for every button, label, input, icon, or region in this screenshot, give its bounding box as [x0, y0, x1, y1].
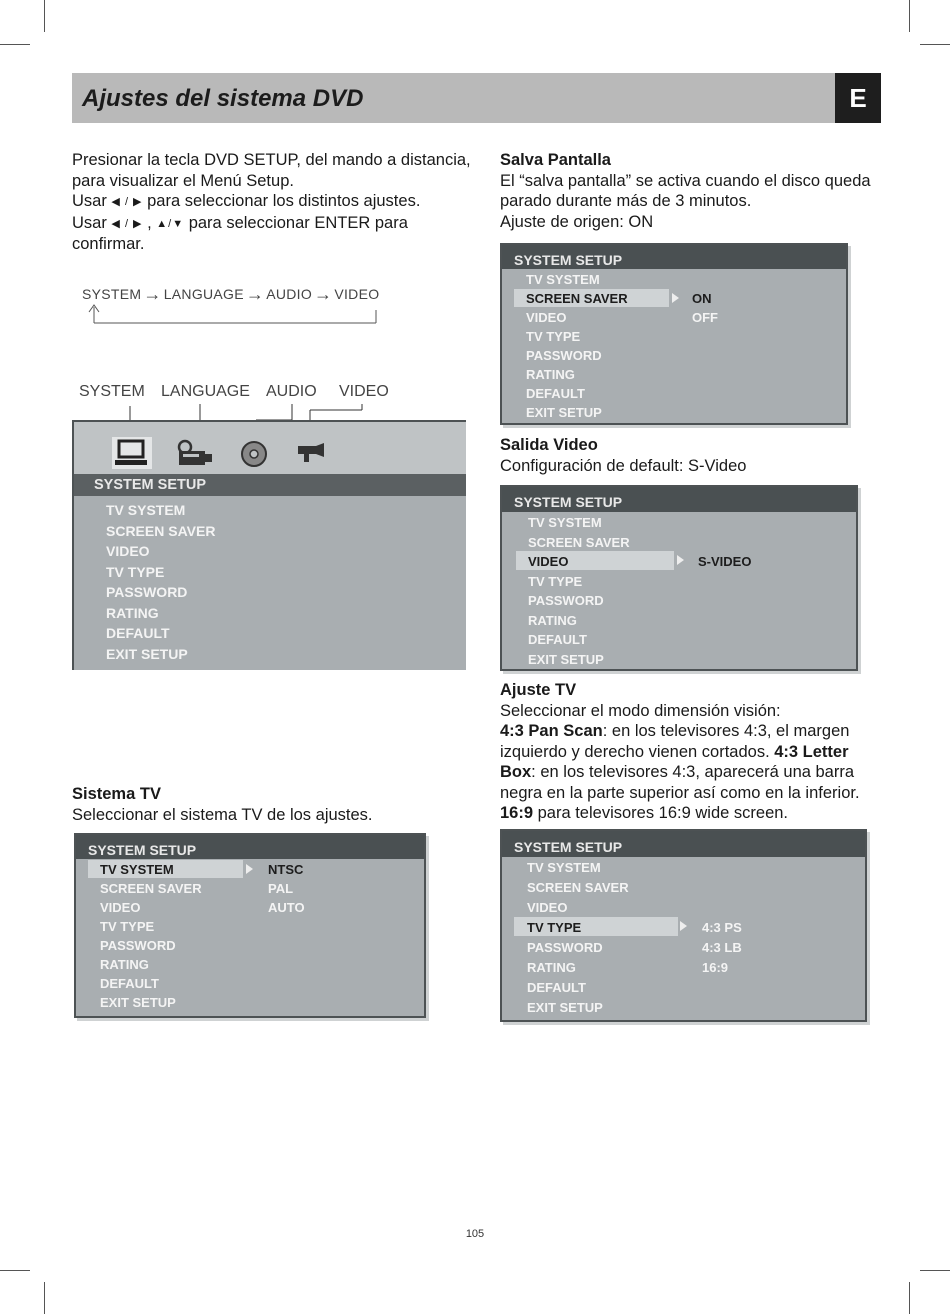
- option-16-9[interactable]: 16:9: [702, 960, 729, 975]
- menu-item-password[interactable]: PASSWORD: [526, 348, 602, 363]
- section-title: Ajuste TV: [500, 681, 577, 699]
- menu-item-rating[interactable]: RATING: [528, 612, 577, 628]
- tv-type-section: [500, 680, 900, 824]
- crop-mark: [0, 44, 30, 45]
- screen-saver-section: [500, 150, 900, 232]
- menu-item-password[interactable]: PASSWORD: [100, 938, 176, 953]
- intro-line: Usar ◀ / ▶ , ▲/▼ para seleccionar ENTER para: [72, 213, 408, 232]
- option-4-3-ps[interactable]: 4:3 PS: [702, 920, 742, 935]
- tv-system-section: [72, 784, 472, 825]
- tab-label-audio: AUDIO: [266, 383, 317, 400]
- crop-mark: [920, 1270, 950, 1271]
- menu-item-video[interactable]: VIDEO: [527, 900, 568, 915]
- setup-menu-main: [72, 420, 466, 670]
- setup-menu-tv-type: [500, 829, 867, 1022]
- menu-item-tv-system[interactable]: TV SYSTEM: [100, 862, 174, 877]
- menu-item-exit-setup[interactable]: EXIT SETUP: [528, 651, 604, 667]
- menu-item-password[interactable]: PASSWORD: [528, 593, 604, 608]
- section-description: Ajuste de origen: ON: [500, 212, 654, 231]
- section-description: izquierdo y derecho vienen cortados. 4:3 Letter: [500, 742, 849, 761]
- pointer-right-icon: [246, 864, 253, 874]
- section-description: negra en la parte superior así como en la inferior.: [500, 783, 860, 802]
- menu-icon-row: [74, 422, 466, 474]
- menu-item-exit-setup[interactable]: EXIT SETUP: [526, 405, 602, 420]
- projector-icon[interactable]: [296, 442, 326, 466]
- section-description: parado durante más de 3 minutos.: [500, 192, 752, 210]
- pointer-right-icon: [672, 293, 679, 303]
- tab-label-system: SYSTEM: [79, 383, 145, 400]
- menu-item-screen-saver[interactable]: SCREEN SAVER: [527, 880, 629, 895]
- video-out-section: [500, 435, 900, 476]
- menu-item-tv-system[interactable]: TV SYSTEM: [527, 860, 601, 875]
- tab-label-language: LANGUAGE: [161, 383, 250, 400]
- monitor-icon[interactable]: [112, 437, 152, 469]
- menu-item-tv-type[interactable]: TV TYPE: [100, 919, 155, 934]
- menu-item-tv-type[interactable]: TV TYPE: [527, 920, 582, 935]
- crop-mark: [909, 0, 910, 32]
- crop-mark: [44, 1282, 45, 1314]
- option-off[interactable]: OFF: [692, 310, 718, 325]
- left-right-arrows-icon: ◀ / ▶: [111, 217, 143, 230]
- section-description: Box: en los televisores 4:3, aparecerá una barra: [500, 763, 855, 781]
- tab-label-video: VIDEO: [339, 383, 389, 400]
- option-pal[interactable]: PAL: [268, 881, 294, 896]
- menu-header: SYSTEM SETUP: [74, 474, 466, 496]
- option-on[interactable]: ON: [692, 291, 712, 306]
- flow-return-arrow: [86, 304, 382, 326]
- menu-item-rating[interactable]: RATING: [106, 604, 159, 621]
- disc-icon[interactable]: [240, 440, 268, 468]
- menu-item-tv-type[interactable]: TV TYPE: [528, 573, 583, 589]
- section-title: Salva Pantalla: [500, 151, 611, 169]
- crop-mark: [909, 1282, 910, 1314]
- pointer-right-icon: [677, 555, 684, 565]
- intro-text: [72, 150, 472, 255]
- menu-item-rating[interactable]: RATING: [526, 367, 575, 382]
- crop-mark: [920, 44, 950, 45]
- menu-header: SYSTEM SETUP: [502, 245, 846, 269]
- menu-item-default[interactable]: DEFAULT: [106, 625, 170, 641]
- option-4-3-lb[interactable]: 4:3 LB: [702, 940, 742, 955]
- menu-item-password[interactable]: PASSWORD: [527, 940, 603, 955]
- intro-line: Usar ◀ / ▶ para seleccionar los distintos ajustes.: [72, 192, 421, 210]
- menu-item-screen-saver[interactable]: SCREEN SAVER: [106, 522, 216, 539]
- left-right-arrows-icon: ◀ / ▶: [111, 196, 143, 208]
- setup-menu-video: [500, 485, 858, 671]
- section-description: Seleccionar el modo dimensión visión:: [500, 701, 781, 720]
- menu-item-exit-setup[interactable]: EXIT SETUP: [527, 1000, 603, 1015]
- menu-item-tv-system[interactable]: TV SYSTEM: [106, 502, 186, 518]
- language-tab: E: [835, 73, 881, 123]
- section-title: Salida Video: [500, 436, 598, 454]
- menu-item-default[interactable]: DEFAULT: [100, 976, 159, 991]
- menu-flow: SYSTEM → LANGUAGE → AUDIO → VIDEO: [82, 284, 380, 304]
- setup-menu-tv-system: [74, 833, 426, 1018]
- option-s-video[interactable]: S-VIDEO: [698, 554, 752, 569]
- menu-item-tv-type[interactable]: TV TYPE: [526, 329, 581, 344]
- menu-item-screen-saver[interactable]: SCREEN SAVER: [526, 291, 628, 306]
- menu-item-rating[interactable]: RATING: [100, 957, 149, 972]
- section-description: 4:3 Pan Scan: en los televisores 4:3, el margen: [500, 722, 850, 740]
- menu-item-video[interactable]: VIDEO: [106, 543, 150, 559]
- menu-item-tv-system[interactable]: TV SYSTEM: [526, 272, 600, 287]
- menu-item-exit-setup[interactable]: EXIT SETUP: [100, 995, 176, 1010]
- menu-item-password[interactable]: PASSWORD: [106, 584, 188, 600]
- camera-icon[interactable]: [177, 439, 213, 467]
- section-description: El “salva pantalla” se activa cuando el disco queda: [500, 171, 871, 190]
- intro-line: Presionar la tecla DVD SETUP, del mando a distancia,: [72, 151, 471, 169]
- menu-item-screen-saver[interactable]: SCREEN SAVER: [100, 881, 202, 896]
- intro-line: para visualizar el Menú Setup.: [72, 171, 294, 190]
- intro-line: confirmar.: [72, 235, 145, 253]
- menu-item-tv-system[interactable]: TV SYSTEM: [528, 515, 602, 530]
- menu-item-default[interactable]: DEFAULT: [526, 386, 585, 401]
- page-number: 105: [465, 1228, 485, 1240]
- section-description: Seleccionar el sistema TV de los ajustes.: [72, 805, 373, 824]
- menu-item-default[interactable]: DEFAULT: [528, 632, 587, 647]
- menu-header: SYSTEM SETUP: [76, 835, 424, 859]
- crop-mark: [0, 1270, 30, 1271]
- section-description: 16:9 para televisores 16:9 wide screen.: [500, 804, 788, 822]
- pointer-right-icon: [680, 921, 687, 931]
- section-title: Sistema TV: [72, 785, 161, 803]
- menu-item-video[interactable]: VIDEO: [526, 310, 567, 325]
- page-title: Ajustes del sistema DVD: [82, 85, 364, 112]
- menu-item-screen-saver[interactable]: SCREEN SAVER: [528, 534, 630, 550]
- option-auto[interactable]: AUTO: [268, 900, 305, 915]
- menu-item-tv-type[interactable]: TV TYPE: [106, 563, 165, 580]
- menu-item-video[interactable]: VIDEO: [100, 900, 141, 915]
- menu-item-exit-setup[interactable]: EXIT SETUP: [106, 645, 188, 662]
- up-down-arrows-icon: ▲/▼: [156, 217, 185, 230]
- setup-menu-screen-saver: [500, 243, 848, 425]
- menu-item-rating[interactable]: RATING: [527, 960, 576, 975]
- menu-item-default[interactable]: DEFAULT: [527, 980, 586, 995]
- menu-item-video[interactable]: VIDEO: [528, 554, 569, 569]
- section-description: Configuración de default: S-Video: [500, 456, 747, 475]
- crop-mark: [44, 0, 45, 32]
- menu-header: SYSTEM SETUP: [502, 831, 865, 857]
- section-header: [72, 73, 881, 123]
- menu-header: SYSTEM SETUP: [502, 487, 856, 512]
- option-ntsc[interactable]: NTSC: [268, 862, 304, 877]
